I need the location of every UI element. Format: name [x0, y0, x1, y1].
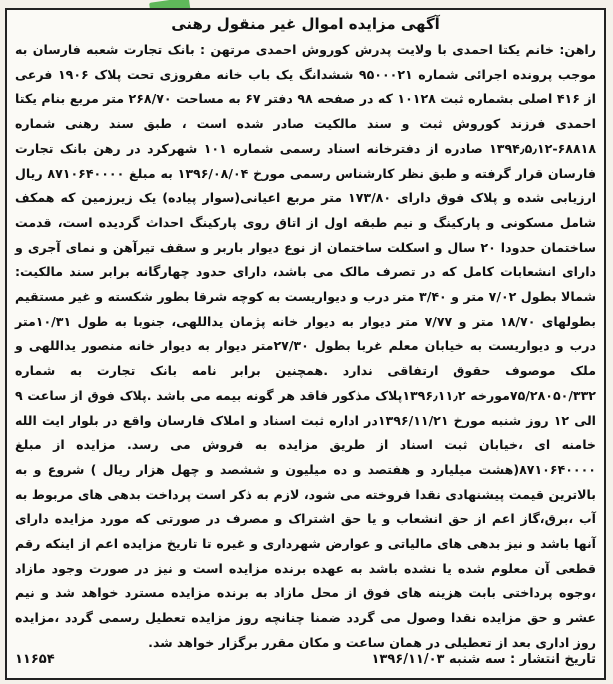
notice-body: راهن: خانم یکتا احمدی با ولایت پدرش کوروش احمدی مرتهن : بانک تجارت شعبه فارسان به موجب پرونده اجرائی شماره ۹۵۰۰۰۲۱ ششدانگ یک باب خانه مفروزی تحت پلاک ۱۹۰۶ فرعی از ۴۱۶ اصلی بشماره ثبت ۱۰۱۲۸ که در صفحه ۹۸ دفتر ۶۷ به مساحت ۲۶۸/۷۰ متر مربع بنام یکتا احمدی فرزند کوروش ثبت و سند مالکیت صادر شده است ، طبق سند رهنی شماره ۶۸۸۱۸-۱۳۹۴٫۵٫۱۲ صادره از دفترخانه اسناد رسمی شماره ۱۰۱ شهرکرد در رهن بانک تجارت فارسان قرار گرفته و طبق نظر کارشناس رسمی مورخ ۱۳۹۶/۰۸/۰۴ به مبلغ ۸۷۱۰۶۴۰۰۰۰ ریال ارزیابی شده و پلاک فوق دارای ۱۷۳/۸۰ متر مربع اعیانی(سوار پیاده) یک زیرزمین که همکف شامل مسکونی و پارکینگ و نیم طبقه اول از اتاق روی پارکینگ احداث گردیده است، قدمت ساختمان حدودا ۲۰ سال و اسکلت ساختمان از نوع دیوار باربر و سقف تیرآهن و نمای آجری و دارای انشعابات کامل که در تصرف مالک می باشد، دارای حدود چهارگانه برابر سند مالکیت: شمالا بطول ۷/۰۲ متر و ۳/۴۰ متر درب و دیواریست به کوچه شرقا بطور شکسته و غیر مستقیم بطولهای ۱۸/۷۰ متر و ۷/۷۷ متر دیوار به دیوار خانه پژمان یداللهی، جنوبا به طول ۱۰/۳۱متر درب و دیواریست به خیابان معلم غربا بطول ۲۷/۳۰متر دیوار به دیوار خانه منصور یداللهی و ملک موصوف حقوق ارتفاقی ندارد .همچنین برابر نامه بانک تجارت به شماره ۷۵/۲۸۰۵۰/۳۳۲مورخه ۱۳۹۶٫۱۱٫۲پلاک مذکور فاقد هر گونه بیمه می باشد .پلاک فوق از ساعت ۹ الی ۱۲ روز شنبه مورخ ۱۳۹۶/۱۱/۲۱در اداره ثبت اسناد و املاک فارسان واقع در بلوار ایت الله خامنه ای ،خیابان ثبت اسناد از طریق مزایده به فروش می رسد. مزایده از مبلغ ۸۷۱۰۶۴۰۰۰۰(هشت میلیارد و هفتصد و ده میلیون و ششصد و چهل هزار ریال ) شروع و به بالاترین قیمت پیشنهادی نقدا فروخته می شود، لازم به ذکر است پرداخت بدهی های مربوط به آب ،برق،گاز اعم از حق انشعاب و یا حق اشتراک و مصرف در صورتی که مورد مزایده دارای آنها باشد و نیز بدهی های مالیاتی و عوارض شهرداری و غیره تا تاریخ مزایده اعم از اینکه رقم قطعی آن معلوم شده یا نشده باشد به عهده برنده مزایده است و نیز در صورت وجود مازاد ،وجوه پرداختی بابت هزینه های فوق از محل مازاد به برنده مزایده مسترد خواهد شد و نیم عشر و حق مزایده نقدا وصول می گردد ضمنا چنانچه روز مزایده تعطیل رسمی گردد ،مزایده روز اداری بعد از تعطیلی در همان ساعت و مکان مقرر برگزار خواهد شد.	[15, 42, 597, 650]
notice-title: آگهی مزایده اموال غیر منقول رهنی	[171, 15, 440, 33]
notice-footer	[15, 648, 596, 672]
notice-code: ۱۱۶۵۴	[15, 652, 55, 667]
publish-date: تاریخ انتشار : سه شنبه ۱۳۹۶/۱۱/۰۳	[371, 652, 596, 667]
notice-box	[5, 8, 606, 680]
